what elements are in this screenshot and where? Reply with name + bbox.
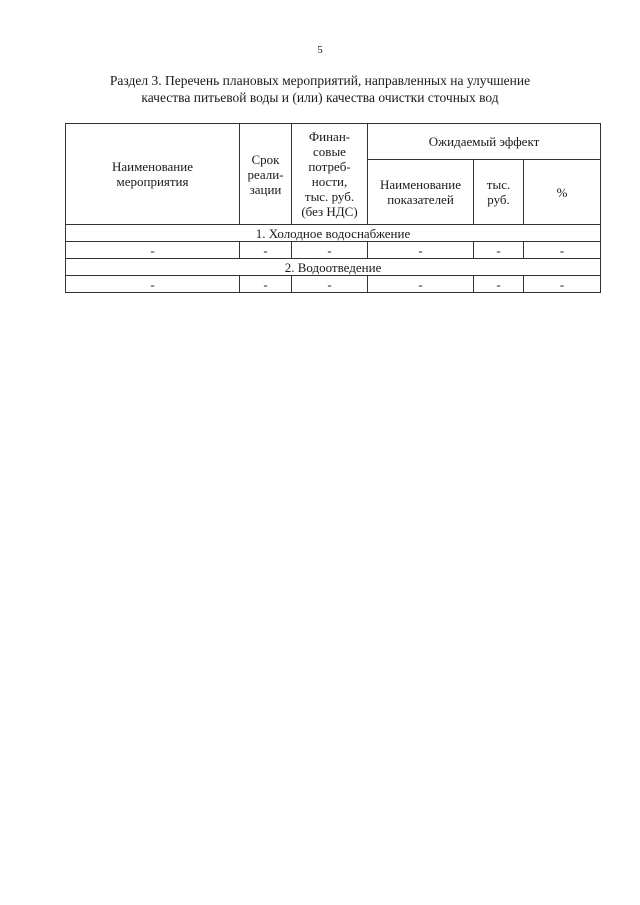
header-term: Срок реали- зации bbox=[240, 124, 292, 225]
table-cell: - bbox=[474, 242, 524, 259]
table-cell: - bbox=[474, 276, 524, 293]
section-title-line-1: Раздел 3. Перечень плановых мероприятий, направленных на улучшение bbox=[109, 73, 531, 88]
header-percent: % bbox=[524, 160, 601, 225]
section-row-wastewater bbox=[66, 259, 601, 276]
table-row bbox=[66, 242, 601, 259]
section-title bbox=[60, 72, 580, 106]
table-cell: - bbox=[368, 242, 474, 259]
table-cell: - bbox=[66, 242, 240, 259]
page-number: 5 bbox=[317, 44, 323, 56]
table-cell: - bbox=[240, 276, 292, 293]
table-cell: - bbox=[368, 276, 474, 293]
header-row-1 bbox=[66, 124, 601, 160]
measures-table bbox=[65, 123, 601, 293]
table-cell: - bbox=[292, 276, 368, 293]
section-title-cold-water: 1. Холодное водоснабжение bbox=[66, 225, 601, 242]
table-cell: - bbox=[66, 276, 240, 293]
table-cell: - bbox=[240, 242, 292, 259]
section-title-wastewater: 2. Водоотведение bbox=[66, 259, 601, 276]
header-expected-effect: Ожидаемый эффект bbox=[368, 124, 601, 160]
table-cell: - bbox=[524, 242, 601, 259]
table-row bbox=[66, 276, 601, 293]
header-indicators: Наименование показателей bbox=[368, 160, 474, 225]
section-title-line-2: качества питьевой воды и (или) качества очистки сточных вод bbox=[141, 90, 499, 105]
section-row-cold-water bbox=[66, 225, 601, 242]
table-cell: - bbox=[292, 242, 368, 259]
table-cell: - bbox=[524, 276, 601, 293]
header-thousand-rub: тыс. руб. bbox=[474, 160, 524, 225]
header-finance: Финан- совые потреб- ности, тыс. руб. (без НДС) bbox=[292, 124, 368, 225]
header-activity-name: Наименование мероприятия bbox=[66, 124, 240, 225]
